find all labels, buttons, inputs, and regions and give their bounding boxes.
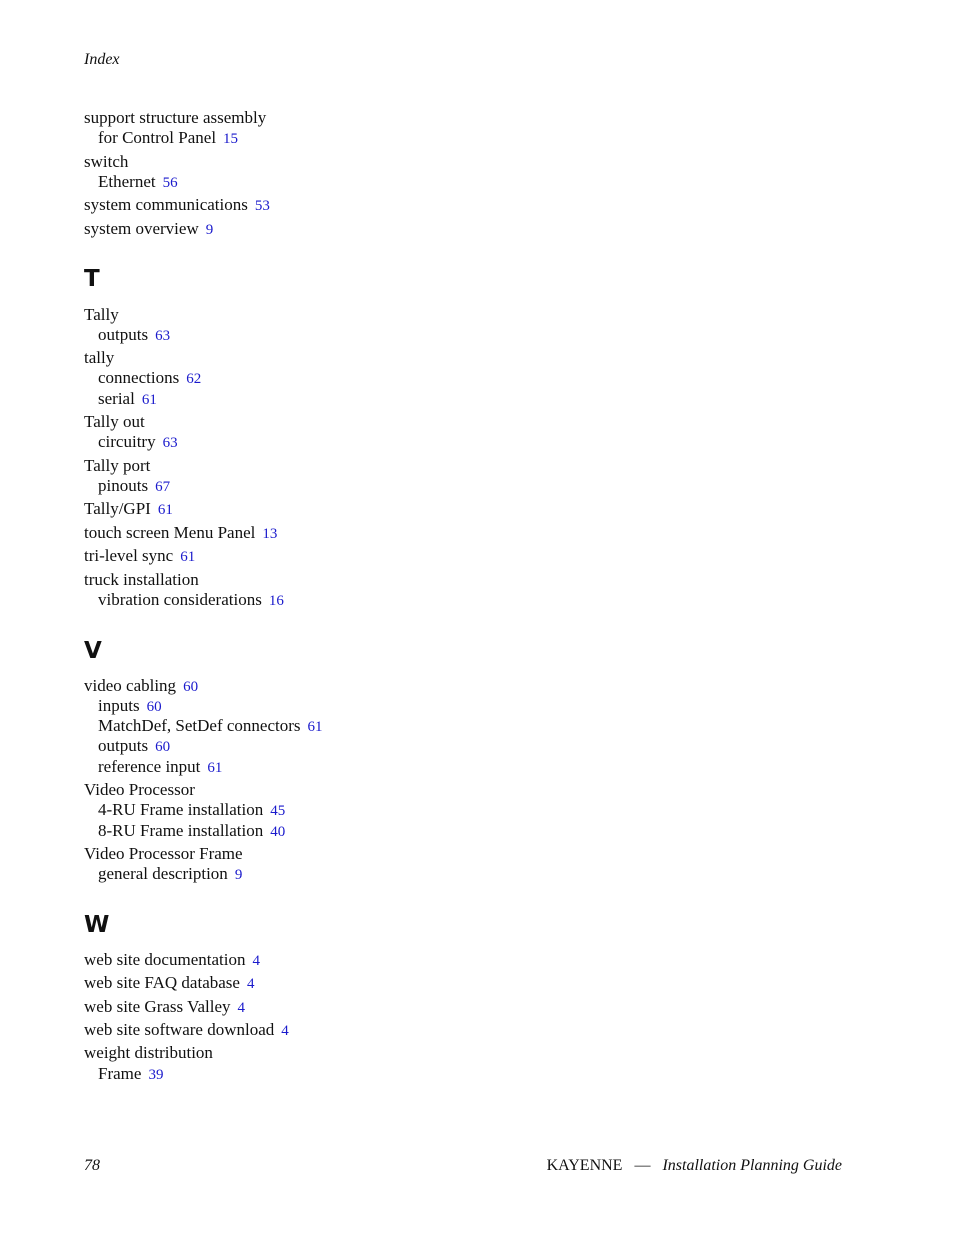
index-subentry: 8-RU Frame installation 40 — [98, 821, 286, 840]
page-link[interactable]: 61 — [180, 549, 196, 565]
product-name: KAYENNE — [546, 1157, 623, 1174]
page-link[interactable]: 4 — [252, 953, 260, 969]
page-link[interactable]: 56 — [162, 175, 178, 191]
page-link[interactable]: 15 — [223, 131, 239, 147]
section-letter-v: V — [84, 638, 102, 664]
page-number: 78 — [84, 1157, 100, 1174]
footer-separator: — — [634, 1157, 651, 1174]
index-entry: switch — [84, 152, 129, 171]
page-link[interactable]: 40 — [270, 824, 286, 840]
page-link[interactable]: 4 — [237, 1000, 246, 1016]
index-entry: tally — [84, 348, 115, 367]
index-subentry: inputs 60 — [98, 696, 162, 715]
page-link[interactable]: 63 — [155, 328, 171, 344]
index-entry: web site documentation 4 — [84, 950, 260, 969]
index-subentry: Frame 39 — [98, 1064, 164, 1083]
index-subentry: circuitry 63 — [98, 432, 178, 451]
index-entry: support structure assembly — [84, 108, 267, 127]
page-link[interactable]: 60 — [146, 699, 162, 715]
index-entry: Video Processor — [84, 780, 195, 799]
page-link[interactable]: 39 — [148, 1067, 164, 1083]
running-header: Index — [84, 51, 120, 68]
index-subentry: 4-RU Frame installation 45 — [98, 800, 286, 819]
guide-title: Installation Planning Guide — [662, 1157, 842, 1174]
index-entry: video cabling 60 — [84, 676, 199, 695]
page-link[interactable]: 67 — [155, 479, 171, 495]
page-link[interactable]: 61 — [207, 760, 223, 776]
index-subentry: outputs 60 — [98, 736, 171, 755]
index-entry: tri-level sync 61 — [84, 546, 196, 565]
index-subentry: for Control Panel 15 — [98, 128, 239, 147]
index-subentry: outputs 63 — [98, 325, 171, 344]
index-subentry: pinouts 67 — [98, 476, 171, 495]
page-link[interactable]: 60 — [155, 739, 171, 755]
page-link[interactable]: 60 — [183, 679, 199, 695]
index-subentry: general description 9 — [98, 864, 243, 883]
index-subentry: connections 62 — [98, 368, 202, 387]
page-link[interactable]: 13 — [262, 526, 278, 542]
page-link[interactable]: 53 — [254, 198, 270, 214]
index-entry: truck installation — [84, 570, 199, 589]
index-entry: web site FAQ database 4 — [84, 973, 255, 992]
index-entry: weight distribution — [84, 1043, 213, 1062]
page-link[interactable]: 61 — [141, 392, 157, 408]
index-subentry: serial 61 — [98, 389, 157, 408]
page-link[interactable]: 62 — [186, 371, 202, 387]
index-entry: Tally/GPI 61 — [84, 499, 173, 518]
index-entry: Tally — [84, 305, 119, 324]
page-link[interactable]: 9 — [234, 867, 243, 883]
page-link[interactable]: 4 — [281, 1023, 289, 1039]
running-footer — [547, 1157, 842, 1175]
index-entry: system overview 9 — [84, 219, 214, 238]
page-link[interactable]: 63 — [162, 435, 178, 451]
page-link[interactable]: 45 — [270, 803, 286, 819]
page-link[interactable]: 9 — [205, 222, 214, 238]
index-entry: system communications 53 — [84, 195, 270, 214]
section-letter-w: W — [84, 912, 110, 938]
index-subentry: vibration considerations 16 — [98, 590, 284, 609]
section-letter-t: T — [84, 266, 100, 292]
index-entry: Tally port — [84, 456, 151, 475]
page-link[interactable]: 16 — [268, 593, 284, 609]
index-subentry: MatchDef, SetDef connectors 61 — [98, 716, 323, 735]
index-subentry: reference input 61 — [98, 757, 223, 776]
index-entry: web site Grass Valley 4 — [84, 997, 246, 1016]
index-entry: touch screen Menu Panel 13 — [84, 523, 278, 542]
index-entry: Tally out — [84, 412, 145, 431]
index-subentry: Ethernet 56 — [98, 172, 178, 191]
page-link[interactable]: 61 — [157, 502, 173, 518]
page-link[interactable]: 61 — [307, 719, 323, 735]
page-link[interactable]: 4 — [246, 976, 255, 992]
index-entry: Video Processor Frame — [84, 844, 243, 863]
index-entry: web site software download 4 — [84, 1020, 289, 1039]
